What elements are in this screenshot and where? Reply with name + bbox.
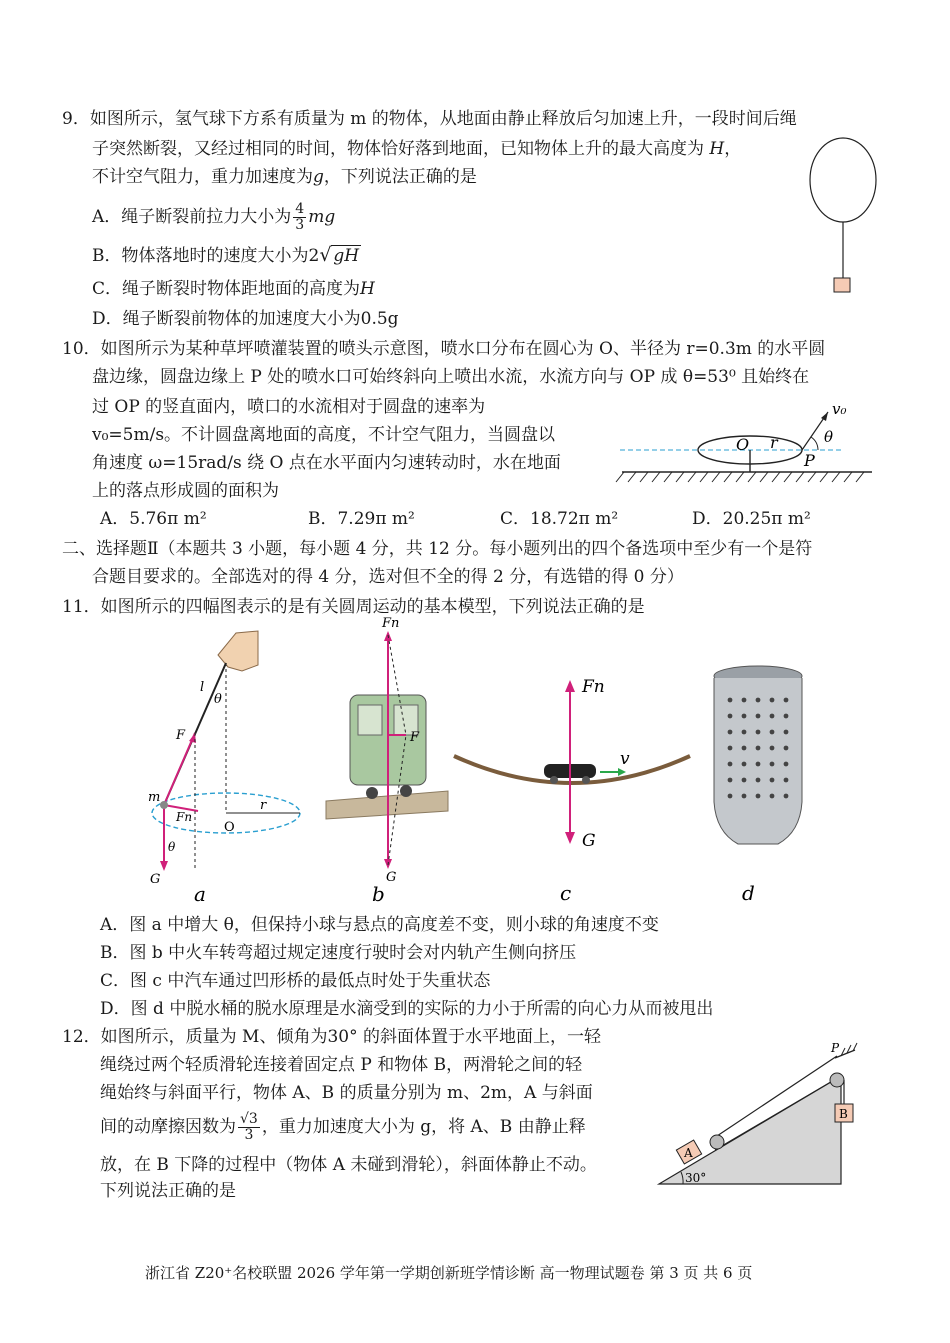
label-Fn: Fn — [582, 677, 605, 697]
q10-line6: 上的落点形成圆的面积为 — [92, 481, 279, 501]
label-P: P — [831, 1041, 840, 1055]
car-wheel-front — [550, 776, 558, 784]
q9-line2-end: ， — [724, 139, 742, 159]
label-v: v — [620, 749, 630, 769]
label-r: r — [260, 798, 267, 813]
sprinkler-figure — [610, 398, 885, 493]
label-angle: 30° — [685, 1171, 707, 1185]
q9-option-c-var: H — [360, 279, 375, 299]
q9-option-b-pre: B．物体落地时的速度大小为2 — [92, 246, 320, 266]
q11-stem: 11．如图所示的四幅图表示的是有关圆周运动的基本模型，下列说法正确的是 — [62, 597, 645, 617]
drum-body — [714, 678, 802, 844]
section2-header-line2: 合题目要求的。全部选对的得 4 分，选对但不全的得 2 分，有选错的得 0 分） — [92, 567, 684, 587]
q12-line2: 绳绕过两个轻质滑轮连接着固定点 P 和物体 B，两滑轮之间的轻 — [100, 1055, 583, 1075]
q12-line4-pre: 间的动摩擦因数为 — [100, 1117, 236, 1137]
q10-option-c: C．18.72π m² — [500, 509, 619, 529]
q9-var-g: g — [313, 167, 324, 187]
label-O: O — [224, 820, 235, 835]
q10-line5: 角速度 ω=15rad/s 绕 O 点在水平面内匀速转动时，水在地面 — [92, 453, 561, 473]
section2-header-line1: 二、选择题Ⅱ（本题共 3 小题，每小题 4 分，共 12 分。每小题列出的四个备选项中至少有一个是符 — [62, 539, 813, 559]
g-arrowhead — [565, 832, 575, 844]
label-F: F — [410, 730, 420, 745]
label-theta-top: θ — [214, 692, 222, 707]
label-A: A — [684, 1146, 693, 1160]
sqrt-radicand: gH — [333, 246, 360, 266]
q10-option-d: D．20.25π m² — [692, 509, 811, 529]
q9-option-a-post: mg — [308, 207, 336, 227]
ball — [160, 801, 168, 809]
q9-option-c — [92, 278, 375, 300]
q9-option-a — [92, 200, 335, 234]
q9-option-c-pre: C．绳子断裂时物体距地面的高度为 — [92, 279, 361, 299]
q9-line3-a: 不计空气阻力，重力加速度为 — [92, 167, 313, 187]
caption-c: c — [560, 881, 572, 905]
label-m: m — [148, 790, 161, 805]
q9-var-H: H — [709, 139, 725, 159]
label-G: G — [582, 831, 596, 851]
hand-icon — [218, 631, 258, 671]
fn-arrowhead — [565, 680, 575, 692]
car-wheel-rear — [582, 776, 590, 784]
fraction-sqrt3-3 — [238, 1112, 260, 1143]
tension-arrow — [164, 733, 195, 805]
q12-line3: 绳始终与斜面平行，物体 A、B 的质量分别为 m、2m，A 与斜面 — [100, 1083, 593, 1103]
label-theta: θ — [824, 428, 834, 446]
q11-option-a: A．图 a 中增大 θ，但保持小球与悬点的高度差不变，则小球的角速度不变 — [100, 915, 659, 935]
q9-line2-text: 子突然断裂，又经过相同的时间，物体恰好落到地面，已知物体上升的最大高度为 — [92, 139, 704, 159]
q10-line2: 盘边缘，圆盘边缘上 P 处的喷水口可始终斜向上喷出水流，水流方向与 OP 成 θ=53⁰ 且始终在 — [92, 367, 810, 387]
q9-line2 — [92, 138, 741, 160]
wheel-right — [400, 785, 412, 797]
figure-d-spin-dryer — [702, 660, 812, 905]
caption-a: a — [194, 882, 206, 905]
label-F: F — [176, 728, 186, 743]
fraction-4-3 — [293, 202, 306, 233]
q9-option-a-pre: A．绳子断裂前拉力大小为 — [92, 207, 292, 227]
gravity-arrowhead — [160, 861, 168, 871]
q9-option-d: D．绳子断裂前物体的加速度大小为0.5g — [92, 309, 399, 329]
q10-option-b: B．7.29π m² — [308, 509, 415, 529]
train-window-left — [358, 705, 382, 735]
q12-line6: 下列说法正确的是 — [100, 1181, 236, 1201]
figure-a-conical-pendulum — [140, 625, 320, 905]
q10-line3: 过 OP 的竖直面内，喷口的水流相对于圆盘的速率为 — [92, 397, 486, 417]
q12-line4-post: ，重力加速度大小为 g，将 A、B 由静止释 — [261, 1117, 586, 1137]
q9-option-b — [92, 244, 361, 267]
label-P: P — [804, 451, 815, 470]
label-Fn: Fn — [382, 616, 400, 631]
incline-pulley-figure — [655, 1040, 870, 1190]
velocity-arrowhead — [618, 768, 626, 776]
page-footer: 浙江省 Z20⁺名校联盟 2026 学年第一学期创新班学情诊断 高一物理试题卷 第 3 页 共 6 页 — [145, 1264, 753, 1282]
q12-line1: 12．如图所示，质量为 M、倾角为30° 的斜面体置于水平地面上，一轻 — [62, 1027, 601, 1047]
q11-option-d: D．图 d 中脱水桶的脱水原理是水滴受到的实际的力小于所需的向心力从而被甩出 — [100, 999, 714, 1019]
caption-b: b — [372, 882, 385, 905]
fraction-denominator: 3 — [244, 1127, 254, 1143]
q12-line5: 放，在 B 下降的过程中（物体 A 未碰到滑轮），斜面体静止不动。 — [100, 1155, 597, 1175]
fraction-denominator: 3 — [295, 217, 305, 233]
q10-option-a: A．5.76π m² — [100, 509, 207, 529]
label-r: r — [770, 433, 778, 452]
pulley-top — [830, 1073, 844, 1087]
figure-c-concave-bridge — [452, 660, 692, 905]
angle-arc — [811, 437, 818, 450]
label-O: O — [736, 435, 750, 454]
q11-option-b: B．图 b 中火车转弯超过规定速度行驶时会对内轨产生侧向挤压 — [100, 943, 577, 963]
q10-line4: v₀=5m/s。不计圆盘离地面的高度，不计空气阻力，当圆盘以 — [92, 425, 556, 445]
pulley-on-a — [710, 1135, 724, 1149]
balloon-shape — [810, 138, 876, 222]
label-G: G — [150, 872, 161, 887]
sqrt-sign: √ — [319, 244, 332, 266]
label-theta-bottom: θ — [168, 840, 176, 854]
figure-b-train — [322, 615, 452, 905]
wheel-left — [366, 787, 378, 799]
hanging-block — [834, 278, 850, 292]
caption-d: d — [742, 881, 755, 905]
q9-line3-b: ，下列说法正确的是 — [323, 167, 477, 187]
label-G: G — [386, 870, 397, 885]
q12-line4 — [100, 1108, 586, 1146]
balloon-figure — [800, 132, 890, 297]
q10-line1: 10．如图所示为某种草坪喷灌装置的喷头示意图，喷水口分布在圆心为 O、半径为 r=0.3m 的水平圆 — [62, 339, 826, 359]
q9-line1: 9．如图所示，氢气球下方系有质量为 m 的物体，从地面由静止释放后匀加速上升，一段时间后绳 — [62, 109, 797, 129]
label-Fn: Fn — [176, 810, 193, 824]
label-v0: v₀ — [832, 400, 847, 418]
label-l: l — [200, 680, 205, 695]
ground-hatch — [616, 472, 864, 482]
fraction-numerator: 4 — [295, 201, 305, 217]
label-B: B — [839, 1107, 848, 1121]
q9-line3 — [92, 166, 477, 188]
fraction-numerator: √3 — [240, 1111, 258, 1127]
q11-option-c: C．图 c 中汽车通过凹形桥的最低点时处于失重状态 — [100, 971, 491, 991]
